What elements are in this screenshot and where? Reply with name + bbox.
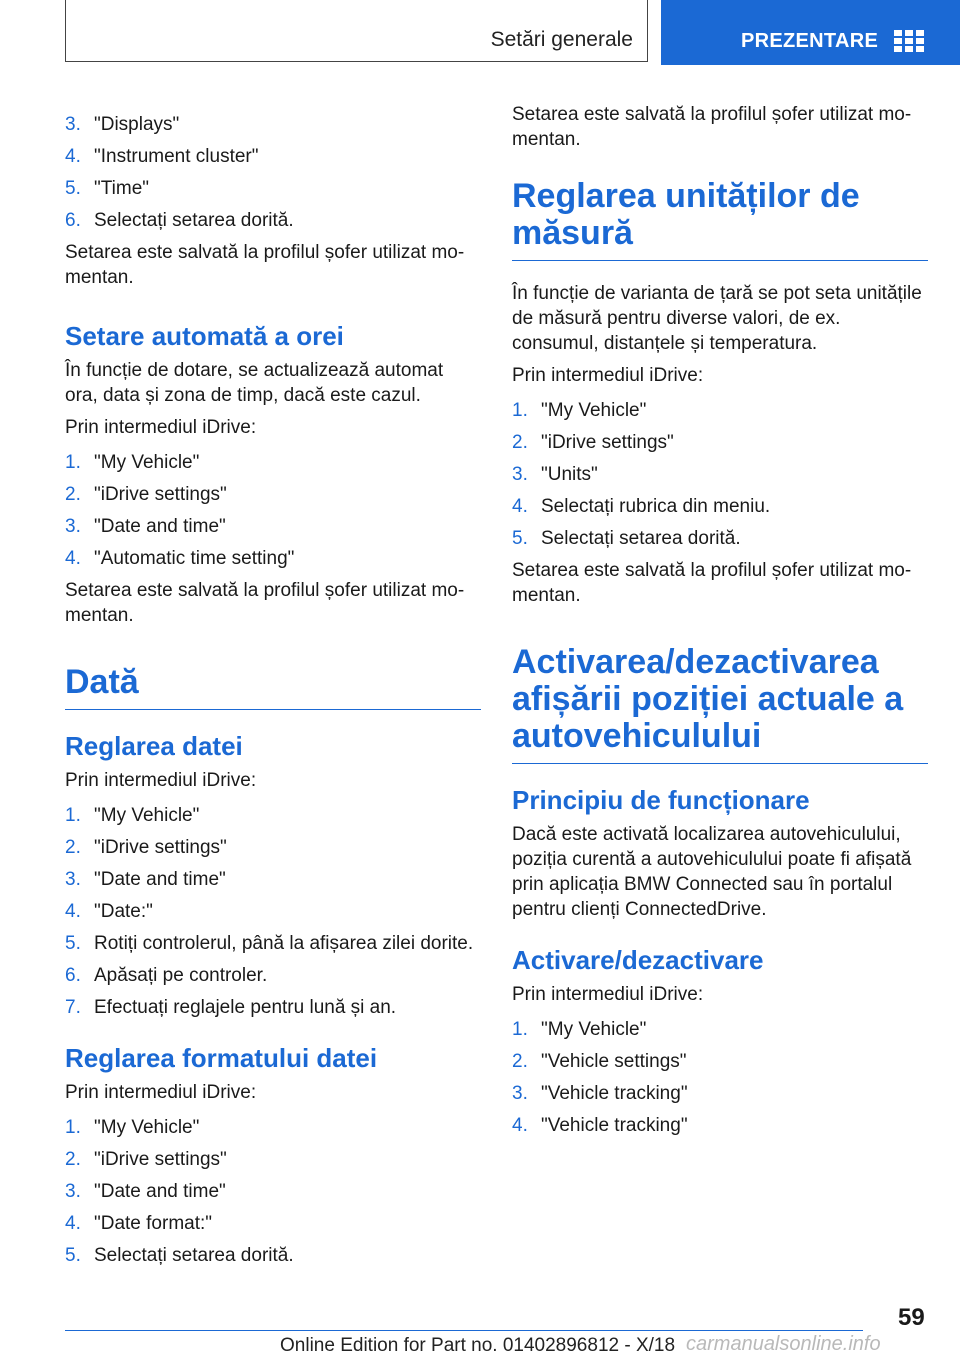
heading-auto-time: Setare automată a orei [65, 321, 344, 351]
step-text: "iDrive settings" [94, 1149, 227, 1170]
watermark: carmanualsonline.info [686, 1333, 881, 1355]
saved-note: Setarea este salvată la profilul șofer utilizat mo-mentan. [65, 580, 465, 626]
step-text: "Instrument cluster" [94, 146, 259, 167]
step-number: 1. [512, 1019, 528, 1040]
saved-note: Setarea este salvată la profilul șofer utilizat mo-mentan. [512, 560, 912, 606]
step-number: 4. [65, 1213, 81, 1234]
list-item [65, 144, 481, 169]
step-number: 6. [65, 210, 81, 231]
list-item [512, 462, 928, 487]
step-number: 1. [512, 400, 528, 421]
step-text: "Date and time" [94, 1181, 226, 1202]
step-text: Selectați setarea dorită. [541, 528, 741, 549]
step-number: 4. [65, 901, 81, 922]
step-number: 7. [65, 997, 81, 1018]
auto-time-text: În funcție de dotare, se actualizează automat ora, data și zona de timp, dacă este cazul. [65, 360, 444, 406]
step-text: "Units" [541, 464, 598, 485]
idrive-label: Prin intermediul iDrive: [65, 770, 257, 791]
idrive-label: Prin intermediul iDrive: [512, 984, 704, 1005]
step-number: 1. [65, 1117, 81, 1138]
list-item [65, 931, 481, 956]
step-text: Rotiți controlerul, până la afișarea zilei dorite. [94, 933, 474, 954]
step-text: "Automatic time setting" [94, 548, 295, 569]
list-item [65, 963, 481, 988]
idrive-label: Prin intermediul iDrive: [512, 365, 704, 386]
header-section-box [65, 0, 648, 62]
list-item [65, 1115, 481, 1140]
saved-note: Setarea este salvată la profilul șofer utilizat mo-mentan. [512, 104, 912, 150]
list-item [65, 546, 481, 571]
step-text: Selectați setarea dorită. [94, 210, 294, 231]
list-item [65, 208, 481, 233]
heading-principle: Principiu de funcționare [512, 785, 810, 815]
step-text: Selectați rubrica din meniu. [541, 496, 771, 517]
list-item [512, 430, 928, 455]
step-text: "My Vehicle" [94, 1117, 200, 1138]
step-number: 2. [512, 1051, 528, 1072]
step-text: "Vehicle tracking" [541, 1115, 688, 1136]
heading-date: Dată [65, 664, 481, 710]
list-item [65, 514, 481, 539]
edition-text: Online Edition for Part no. 01402896812 - X/18 [280, 1335, 676, 1356]
step-text: Efectuați reglajele pentru lună și an. [94, 997, 397, 1018]
footer-divider [65, 1330, 863, 1331]
step-number: 5. [65, 1245, 81, 1266]
step-number: 5. [65, 933, 81, 954]
step-text: "Time" [94, 178, 150, 199]
step-number: 4. [512, 1115, 528, 1136]
step-text: "Vehicle settings" [541, 1051, 687, 1072]
steps-list-units [512, 398, 928, 551]
step-number: 1. [65, 452, 81, 473]
list-item [512, 526, 928, 551]
heading-vehicle-position: Activarea/dezactivarea afișării poziției actuale a autovehiculului [512, 644, 928, 764]
chapter-label: PREZENTARE [741, 30, 879, 52]
step-text: Apăsați pe controler. [94, 965, 268, 986]
step-text: Selectați setarea dorită. [94, 1245, 294, 1266]
step-number: 2. [65, 837, 81, 858]
step-number: 3. [65, 114, 81, 135]
step-text: "Displays" [94, 114, 180, 135]
steps-list-displays [65, 112, 481, 233]
step-text: "My Vehicle" [94, 452, 200, 473]
list-item [65, 1211, 481, 1236]
list-item [65, 803, 481, 828]
step-number: 2. [65, 1149, 81, 1170]
list-item [512, 1081, 928, 1106]
steps-list-auto-time [65, 450, 481, 571]
list-item [512, 1113, 928, 1138]
steps-list-date-format [65, 1115, 481, 1268]
principle-text: Dacă este activată localizarea autovehiculului, poziția curentă a autovehiculului poate fi afișată prin aplicația BMW Connected sau în portalul pentru clienți ConnectedDrive. [512, 824, 912, 920]
step-text: "Date:" [94, 901, 153, 922]
list-item [65, 450, 481, 475]
step-text: "Date format:" [94, 1213, 213, 1234]
step-number: 5. [512, 528, 528, 549]
step-text: "Vehicle tracking" [541, 1083, 688, 1104]
step-text: "My Vehicle" [541, 400, 647, 421]
saved-note: Setarea este salvată la profilul șofer utilizat mo-mentan. [65, 242, 465, 288]
step-text: "My Vehicle" [94, 805, 200, 826]
list-item [65, 1147, 481, 1172]
list-item [65, 112, 481, 137]
step-number: 4. [65, 146, 81, 167]
step-number: 4. [65, 548, 81, 569]
grid-icon [894, 30, 924, 52]
heading-units: Reglarea unităților de măsură [512, 178, 928, 261]
step-number: 3. [512, 1083, 528, 1104]
step-number: 4. [512, 496, 528, 517]
step-number: 2. [65, 484, 81, 505]
list-item [512, 1049, 928, 1074]
heading-activation: Activare/dezactivare [512, 945, 764, 975]
step-number: 6. [65, 965, 81, 986]
list-item [65, 995, 481, 1020]
heading-set-date: Reglarea datei [65, 731, 243, 761]
right-column [512, 102, 928, 1145]
step-text: "iDrive settings" [94, 484, 227, 505]
page-number: 59 [898, 1304, 925, 1331]
step-text: "iDrive settings" [94, 837, 227, 858]
step-number: 3. [512, 464, 528, 485]
list-item [65, 1179, 481, 1204]
step-text: "My Vehicle" [541, 1019, 647, 1040]
step-number: 1. [65, 805, 81, 826]
list-item [65, 176, 481, 201]
step-text: "Date and time" [94, 869, 226, 890]
list-item [65, 482, 481, 507]
steps-list-date [65, 803, 481, 1020]
step-number: 2. [512, 432, 528, 453]
step-number: 3. [65, 516, 81, 537]
list-item [65, 867, 481, 892]
list-item [512, 494, 928, 519]
left-column [65, 102, 481, 1275]
heading-date-format: Reglarea formatului datei [65, 1043, 378, 1073]
units-text: În funcție de varianta de țară se pot seta unitățile de măsură pentru diverse valori, de ex. consumul, distanțele și temperatura. [512, 283, 922, 354]
idrive-label: Prin intermediul iDrive: [65, 417, 257, 438]
step-number: 3. [65, 869, 81, 890]
step-number: 5. [65, 178, 81, 199]
idrive-label: Prin intermediul iDrive: [65, 1082, 257, 1103]
steps-list-activation [512, 1017, 928, 1138]
chapter-tab[interactable] [661, 0, 960, 65]
step-text: "iDrive settings" [541, 432, 674, 453]
section-title: Setări generale [490, 28, 633, 51]
list-item [65, 1243, 481, 1268]
list-item [65, 835, 481, 860]
list-item [512, 1017, 928, 1042]
list-item [65, 899, 481, 924]
list-item [512, 398, 928, 423]
step-text: "Date and time" [94, 516, 226, 537]
step-number: 3. [65, 1181, 81, 1202]
